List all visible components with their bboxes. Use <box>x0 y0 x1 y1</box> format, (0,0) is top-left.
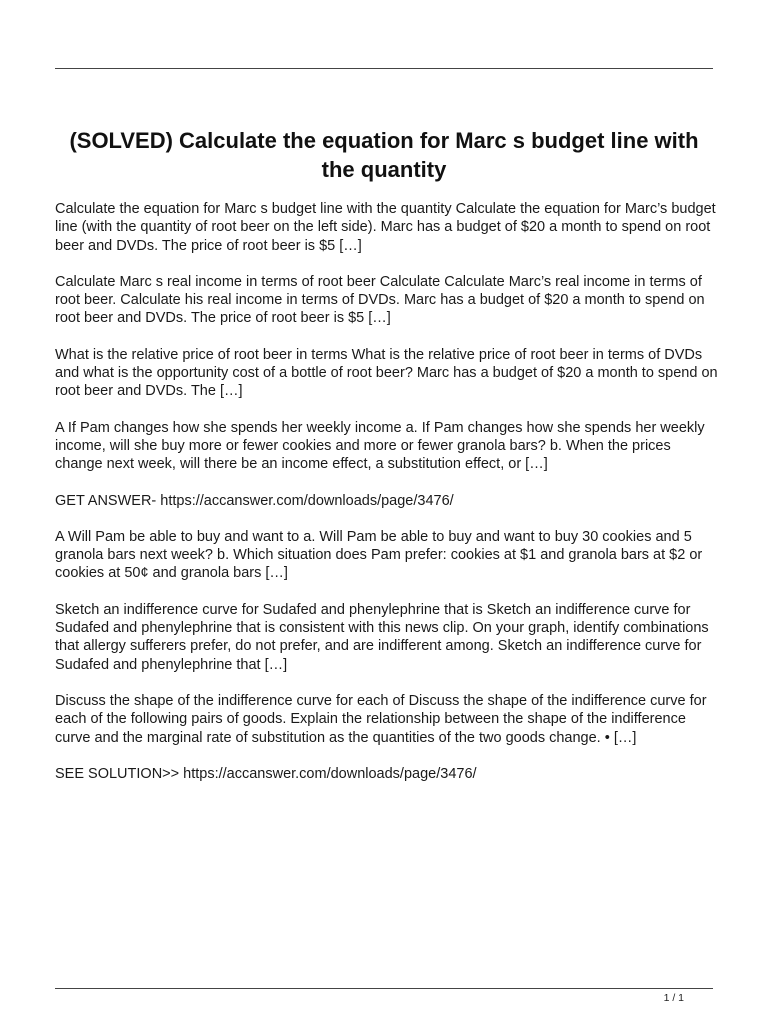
paragraph-pam-buy: A Will Pam be able to buy and want to a. Will Pam be able to buy and want to buy 30 cookies and 5 granola bars next week? b. Which situation does Pam prefer: cookies at $1 and granola bars at $2 or cookies at 50¢ and granola bars […] <box>55 528 703 582</box>
header-divider <box>55 68 713 69</box>
see-solution-link[interactable]: SEE SOLUTION>> https://accanswer.com/downloads/page/3476/ <box>55 765 477 782</box>
paragraph-indifference-sketch: Sketch an indifference curve for Sudafed and phenylephrine that is Sketch an indifference curve for Sudafed and phenylephrine that is consistent with this news clip. On your graph, identify combinations that allergy sufferers prefer, do not prefer, and are indifferent among. Sketch an indifference curve for Sudafed and phenylephrine that […] <box>55 601 709 673</box>
page-number: 1 / 1 <box>663 992 684 1004</box>
paragraph-real-income: Calculate Marc s real income in terms of root beer Calculate Calculate Marc’s real income in terms of root beer. Calculate his real income in terms of DVDs. Marc has a budget of $20 a month to spend on root beer and DVDs. The price of root beer is $5 […] <box>55 273 705 327</box>
document-body <box>55 200 720 801</box>
footer-divider <box>55 988 713 989</box>
paragraph-relative-price: What is the relative price of root beer in terms What is the relative price of root beer in terms of DVDs and what is the opportunity cost of a bottle of root beer? Marc has a budget of $20 a month to spend on root beer and DVDs. The […] <box>55 346 718 400</box>
page-title: (SOLVED) Calculate the equation for Marc s budget line with the quantity <box>69 128 699 182</box>
paragraph-pam-income: A If Pam changes how she spends her weekly income a. If Pam changes how she spends her weekly income, will she buy more or fewer cookies and more or fewer granola bars? b. When the prices change next week, will there be an income effect, a substitution effect, or […] <box>55 419 705 473</box>
paragraph-indifference-shape: Discuss the shape of the indifference curve for each of Discuss the shape of the indifference curve for each of the following pairs of goods. Explain the relationship between the shape of the indifference curve and the marginal rate of substitution as the quantities of the two goods change. • […] <box>55 692 707 746</box>
paragraph-budget-line: Calculate the equation for Marc s budget line with the quantity Calculate the equation for Marc’s budget line (with the quantity of root beer on the left side). Marc has a budget of $20 a month to spend on root beer and DVDs. The price of root beer is $5 […] <box>55 201 716 254</box>
get-answer-link[interactable]: GET ANSWER- https://accanswer.com/downloads/page/3476/ <box>55 492 454 509</box>
